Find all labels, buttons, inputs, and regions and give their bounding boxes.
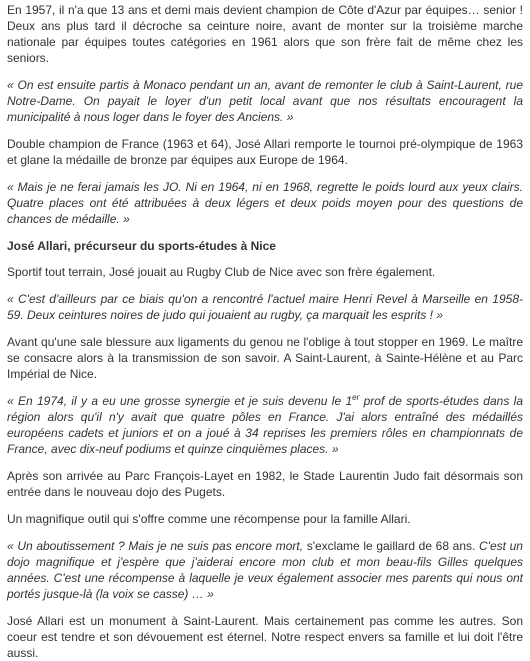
quote-5-rest: C'est un dojo magnifique et j'espère que j'aiderai encore mon club et mon beau-fils Gilles quelques années. C'est une récompense à laquelle je veux également associer mes parents qui nous ont portés jusque-là (la voix se casse) … »	[7, 539, 523, 601]
paragraph-5: Après son arrivée au Parc François-Layet en 1982, le Stade Laurentin Judo fait désormais son entrée dans le nouveau dojo des Pugets.	[7, 469, 523, 499]
paragraph-3: Sportif tout terrain, José jouait au Rugby Club de Nice avec son frère également.	[7, 265, 436, 279]
quote-5	[7, 538, 523, 602]
quote-4-end: prof de sports-études dans la région alors qu'il n'y avait que quatre pôles en France. J'ai alors entraîné des médaillés européens cadets et juniors et on a joué à 34 reprises les premiers rôles en championnats de France, avec dix-neuf podiums et quinze cinquièmes places. »	[7, 394, 523, 456]
quote-4-start: « En 1974, il y a eu une grosse synergie et je suis devenu le 1	[7, 394, 353, 408]
quote-2: « Mais je ne ferai jamais les JO. Ni en 1964, ni en 1968, regrette le poids lourd aux yeux clairs. Quatre places ont été attribuées à deux légers et deux poids moyen pour des questions de chances de médaille. »	[7, 180, 523, 226]
paragraph-1: En 1957, il n'a que 13 ans et demi mais devient champion de Côte d'Azur par équipes… senior ! Deux ans plus tard il décroche sa ceinture noire, avant de monter sur la troisième marche nationale par équipes toutes catégories en 1961 alors que son frère fait de même chez les seniors.	[7, 3, 523, 65]
paragraph-2: Double champion de France (1963 et 64), José Allari remporte le tournoi pré-olympique de 1963 et glane la médaille de bronze par équipes aux Europe de 1964.	[7, 137, 523, 167]
paragraph-7: José Allari est un monument à Saint-Laurent. Mais certainement pas comme les autres. Son coeur est tendre et son dévouement est éternel. Notre respect envers sa famille et lui doit l'être aussi.	[7, 614, 523, 660]
quote-1: « On est ensuite partis à Monaco pendant un an, avant de remonter le club à Saint-Laurent, rue Notre-Dame. On payait le loyer d'un petit local avant que nos résultats encouragent la municipalité à nous loger dans le foyer des Anciens. »	[7, 78, 523, 124]
quote-5-attribution: s'exclame le gaillard de 68 ans.	[306, 539, 476, 553]
quote-3: « C'est d'ailleurs par ce biais qu'on a rencontré l'actuel maire Henri Revel à Marseille en 1958-59. Deux ceintures noires de judo qui jouaient au rugby, ça marquait les esprits ! »	[7, 292, 523, 322]
paragraph-4: Avant qu'une sale blessure aux ligaments du genou ne l'oblige à tout stopper en 1969. Le maître se consacre alors à la transmission de son savoir. A Saint-Laurent, à Sainte-Hélène et au Parc Impérial de Nice.	[7, 335, 523, 381]
quote-5-open: « Un aboutissement ? Mais je ne suis pas encore mort,	[7, 539, 307, 553]
section-heading: José Allari, précurseur du sports-études à Nice	[7, 239, 276, 253]
quote-4	[7, 393, 523, 457]
ordinal-superscript: er	[352, 393, 360, 402]
paragraph-6: Un magnifique outil qui s'offre comme une récompense pour la famille Allari.	[7, 512, 411, 526]
